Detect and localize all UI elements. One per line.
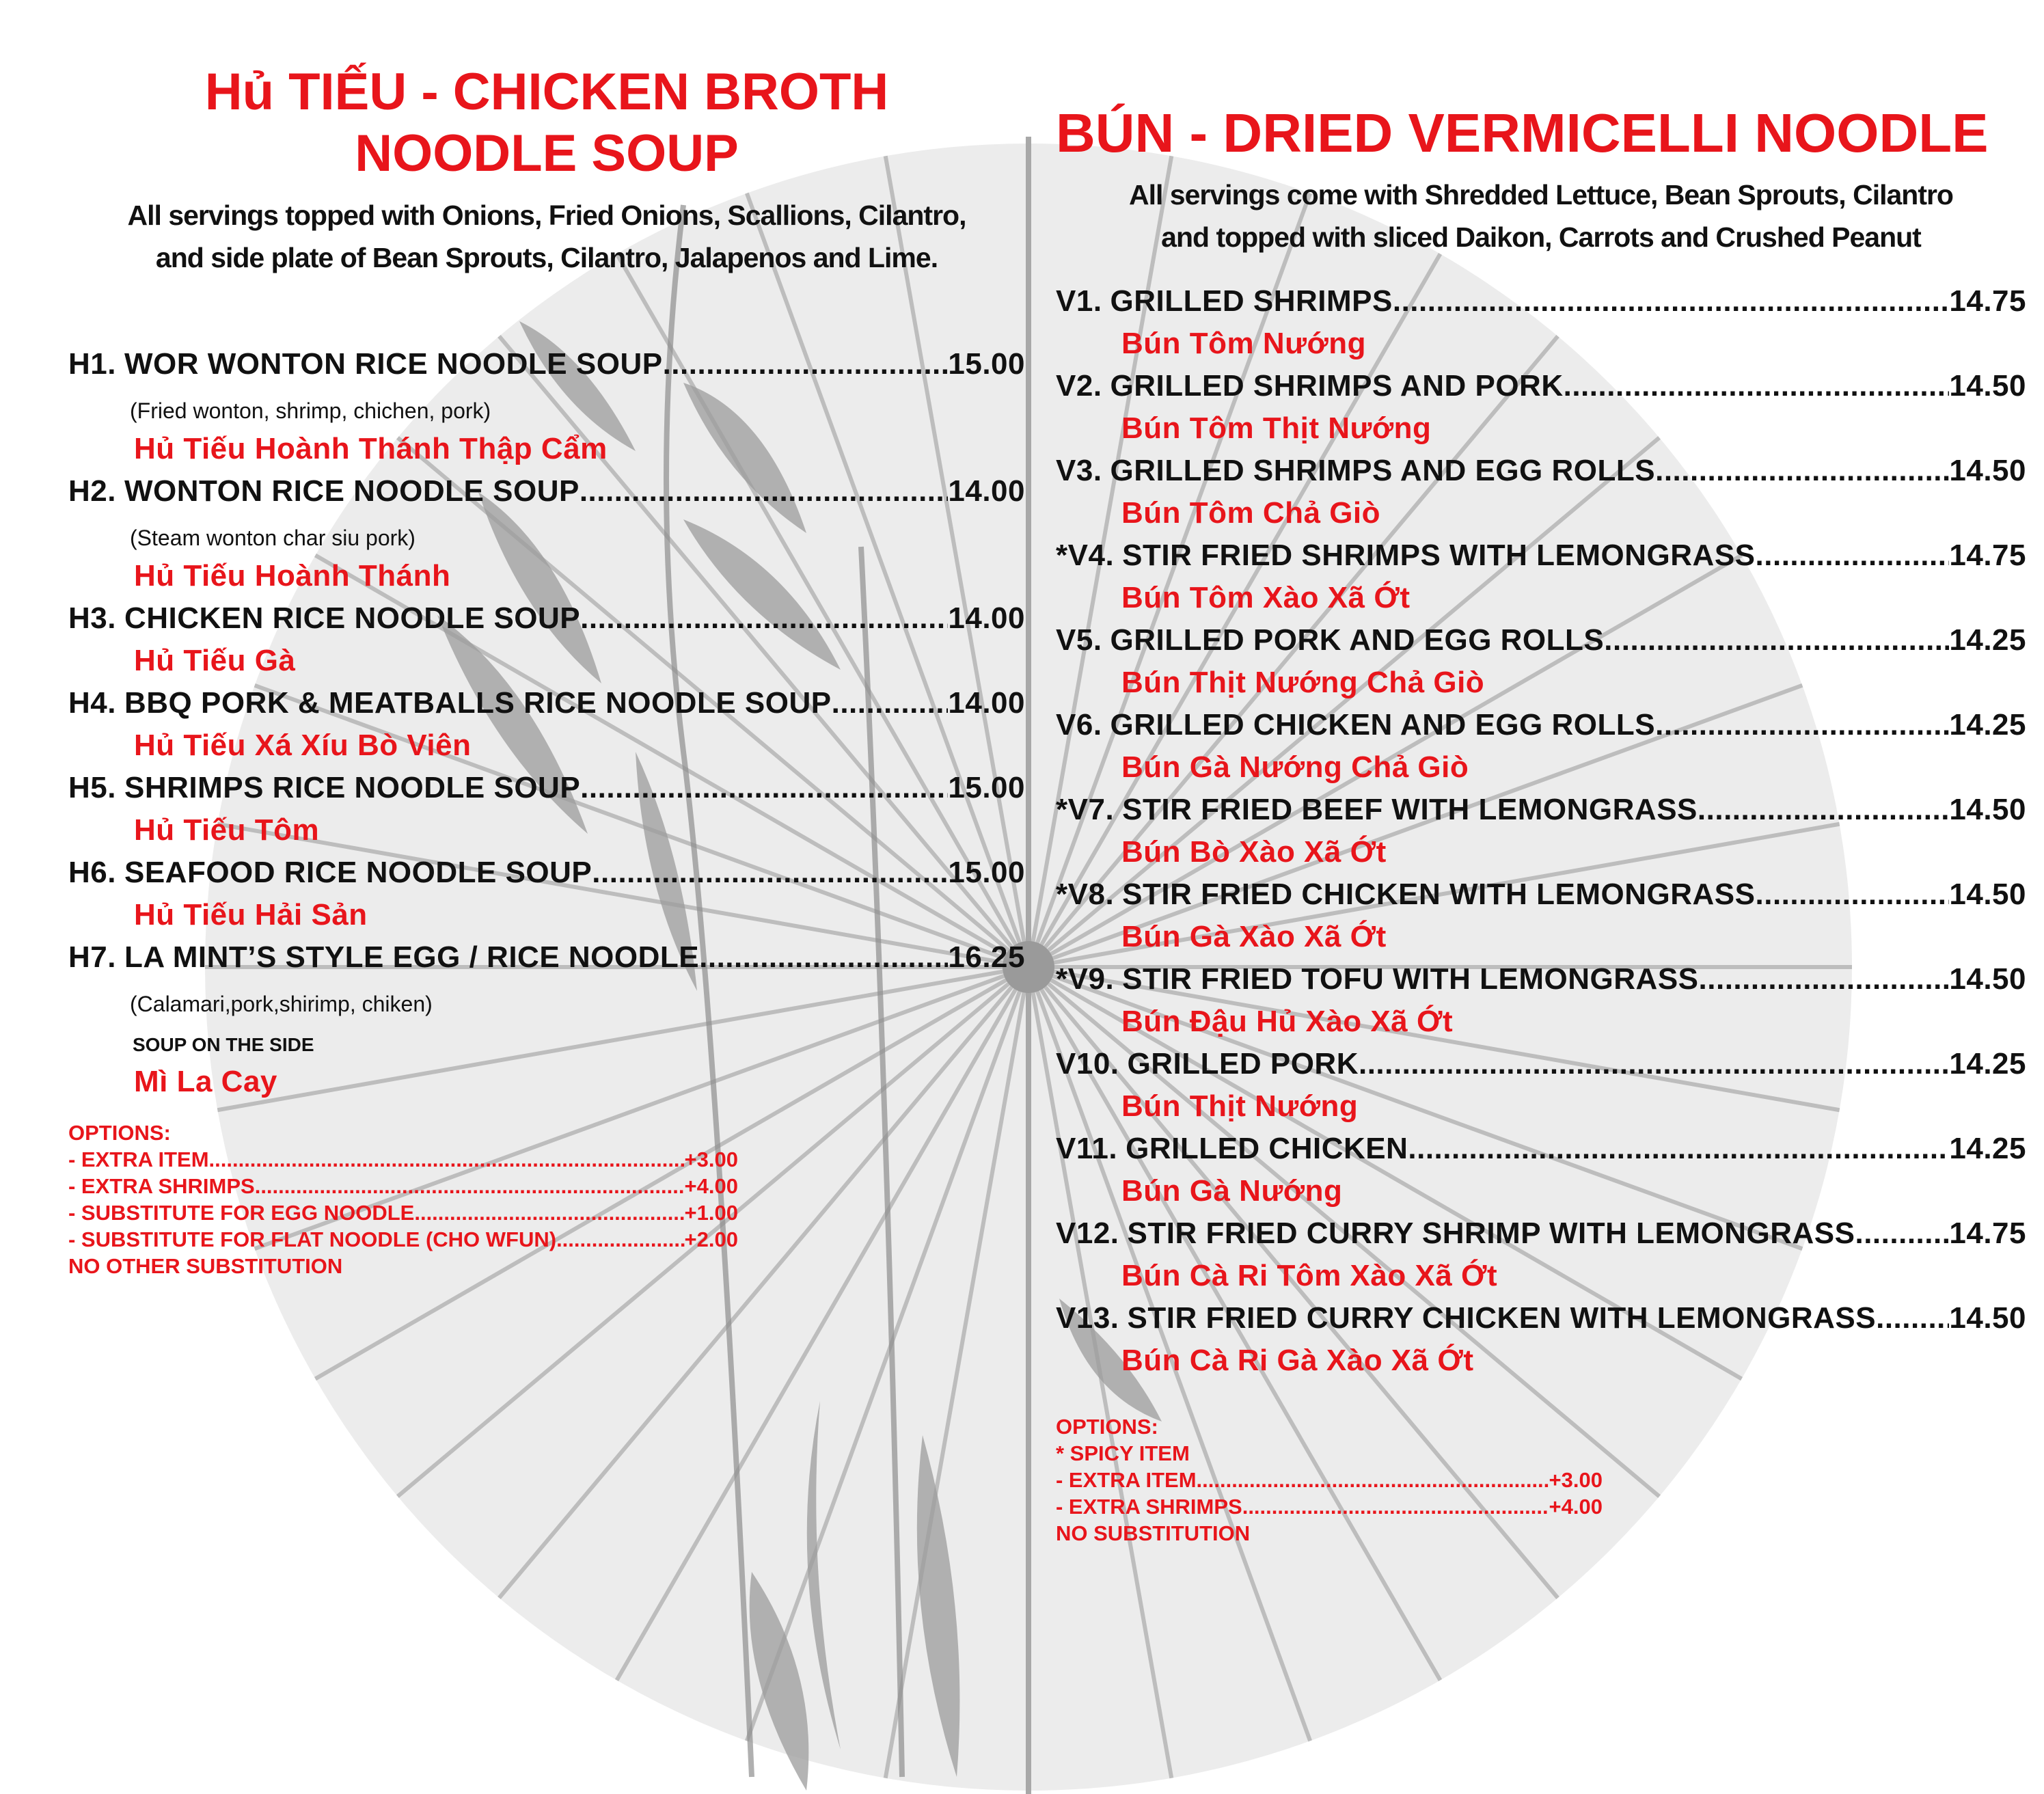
dot-leader (1855, 1217, 1949, 1251)
menu-item-vietnamese-name: Bún Tôm Chả Giò (1121, 496, 1381, 530)
menu-item-price: 14.50 (1949, 793, 2026, 826)
hu-tieu-title-line1: Hủ TIẾU - CHICKEN BROTH (204, 63, 889, 121)
menu-item-price: 14.50 (1949, 878, 2026, 911)
menu-item-line (1056, 454, 2026, 496)
menu-item-price: 14.25 (1949, 1132, 2026, 1165)
menu-item-number: V6. (1056, 708, 1102, 742)
menu-item-name: LA MINT’S STYLE EGG / RICE NOODLE (124, 940, 700, 974)
bun-options-spicy-note: * SPICY ITEM (1056, 1441, 1190, 1465)
bun-item-list (1056, 284, 2026, 1386)
hu-tieu-options (68, 1119, 738, 1279)
option-price: +4.00 (1549, 1495, 1603, 1519)
menu-item-description: (Steam wonton char siu pork) (130, 526, 415, 550)
menu-item-price: 14.50 (1949, 369, 2026, 403)
menu-item-number: *V9. (1056, 962, 1115, 996)
menu-item-line (1056, 1217, 2026, 1259)
menu-item-vietnamese-name: Bún Bò Xào Xã Ớt (1121, 835, 1387, 869)
menu-item-vietnamese-name: Hủ Tiếu Hải Sản (134, 898, 368, 932)
hu-tieu-options-footer: NO OTHER SUBSTITUTION (68, 1254, 343, 1278)
menu-item-name: STIR FRIED BEEF WITH LEMONGRASS (1122, 793, 1698, 826)
menu-item-vietnamese-name: Bún Gà Xào Xã Ớt (1121, 920, 1387, 953)
option-price: +1.00 (684, 1201, 738, 1225)
menu-item-number: V3. (1056, 454, 1102, 487)
dot-leader (1393, 284, 1950, 318)
hu-tieu-options-list (68, 1146, 738, 1253)
menu-item-line (1056, 1132, 2026, 1174)
option-label: - EXTRA ITEM (1056, 1468, 1197, 1492)
menu-item-vietnamese-name: Hủ Tiếu Xá Xíu Bò Viên (134, 729, 472, 762)
menu-item-price: 14.75 (1949, 1217, 2026, 1250)
menu-item-name: STIR FRIED TOFU WITH LEMONGRASS (1122, 962, 1699, 996)
menu-item-name: GRILLED SHRIMPS AND EGG ROLLS (1110, 454, 1656, 487)
menu-item-price: 14.50 (1949, 962, 2026, 996)
menu-item-price: 14.50 (1949, 454, 2026, 487)
option-label: - SUBSTITUTE FOR FLAT NOODLE (CHO WFUN) (68, 1227, 557, 1251)
menu-item-price: 14.25 (1949, 1047, 2026, 1081)
bun-section (1056, 103, 2026, 1547)
bun-options-footer: NO SUBSTITUTION (1056, 1521, 1251, 1545)
menu-item-number: *V8. (1056, 878, 1115, 911)
menu-item-line (68, 686, 1025, 729)
dot-leader (1876, 1301, 1949, 1335)
dot-leader (209, 1146, 685, 1173)
option-line (68, 1173, 738, 1199)
menu-item-description: (Calamari,pork,shirimp, chiken) (130, 992, 433, 1016)
menu-item-number: V2. (1056, 369, 1102, 403)
menu-item-line (1056, 284, 2026, 327)
menu-item-name: WONTON RICE NOODLE SOUP (124, 474, 580, 508)
menu-item-note: SOUP ON THE SIDE (133, 1034, 314, 1055)
menu-item-vietnamese-name: Bún Tôm Nướng (1121, 327, 1367, 360)
option-label: - EXTRA SHRIMPS (68, 1174, 255, 1198)
dot-leader (580, 771, 948, 805)
menu-item-price: 14.75 (1949, 539, 2026, 572)
menu-item-number: *V7. (1056, 793, 1115, 826)
menu-item-line (68, 474, 1025, 517)
menu-item-line (1056, 878, 2026, 920)
menu-item-description: (Fried wonton, shrimp, chichen, pork) (130, 398, 491, 423)
option-label: - EXTRA ITEM (68, 1147, 209, 1171)
dot-leader (832, 686, 949, 720)
menu-item-name: SEAFOOD RICE NOODLE SOUP (124, 856, 592, 889)
dot-leader (1756, 878, 1950, 912)
dot-leader (1197, 1467, 1549, 1493)
dot-leader (580, 601, 948, 636)
bun-options-list (1056, 1467, 1603, 1520)
option-line (1056, 1467, 1603, 1493)
menu-item-name: GRILLED SHRIMPS (1110, 284, 1393, 318)
menu-item-name: STIR FRIED SHRIMPS WITH LEMONGRASS (1122, 539, 1756, 572)
menu-item-number: V12. (1056, 1217, 1119, 1250)
dot-leader (1564, 369, 1950, 403)
option-line (68, 1226, 738, 1253)
option-line (68, 1146, 738, 1173)
hu-tieu-options-title: OPTIONS: (68, 1121, 171, 1145)
menu-item-price: 14.75 (1949, 284, 2026, 318)
menu-item-line (68, 856, 1025, 898)
menu-item-vietnamese-name: Bún Gà Nướng (1121, 1174, 1343, 1208)
menu-item-line (68, 771, 1025, 813)
dot-leader (255, 1173, 685, 1199)
dot-leader (663, 347, 949, 381)
menu-item-number: H4. (68, 686, 116, 720)
option-price: +3.00 (684, 1147, 738, 1171)
menu-item-vietnamese-name: Bún Tôm Xào Xã Ớt (1121, 581, 1411, 614)
menu-item-name: BBQ PORK & MEATBALLS RICE NOODLE SOUP (124, 686, 832, 720)
dot-leader (1242, 1493, 1549, 1520)
dot-leader (1359, 1047, 1949, 1081)
menu-item-line (1056, 1047, 2026, 1089)
menu-item-name: GRILLED SHRIMPS AND PORK (1110, 369, 1564, 403)
menu-item-line (1056, 539, 2026, 581)
dot-leader (1699, 962, 1950, 996)
menu-item-number: H2. (68, 474, 116, 508)
option-price: +3.00 (1549, 1468, 1603, 1492)
dot-leader (1698, 793, 1949, 827)
menu-item-number: H7. (68, 940, 116, 974)
menu-item-name: SHRIMPS RICE NOODLE SOUP (124, 771, 581, 804)
option-line (68, 1199, 738, 1226)
menu-item-vietnamese-name: Bún Cà Ri Gà Xào Xã Ớt (1121, 1344, 1474, 1377)
hu-tieu-section (68, 62, 1025, 1279)
menu-item-price: 16.25 (948, 940, 1025, 974)
menu-item-number: V5. (1056, 623, 1102, 657)
menu-item-vietnamese-name: Hủ Tiếu Hoành Thánh (134, 559, 451, 593)
menu-item-price: 14.00 (948, 601, 1025, 635)
menu-item-name: WOR WONTON RICE NOODLE SOUP (124, 347, 663, 381)
menu-item-vietnamese-name: Bún Gà Nướng Chả Giò (1121, 750, 1469, 784)
menu-item-vietnamese-name: Hủ Tiếu Tôm (134, 813, 320, 847)
menu-item-vietnamese-name: Hủ Tiếu Hoành Thánh Thập Cẩm (134, 432, 608, 465)
dot-leader (556, 1226, 684, 1253)
menu-item-price: 15.00 (948, 347, 1025, 381)
menu-item-number: V1. (1056, 284, 1102, 318)
menu-item-name: STIR FRIED CHICKEN WITH LEMONGRASS (1122, 878, 1756, 911)
menu-item-line (68, 601, 1025, 644)
bun-options (1056, 1413, 1603, 1547)
menu-item-vietnamese-name: Bún Đậu Hủ Xào Xã Ớt (1121, 1005, 1454, 1038)
menu-item-price: 15.00 (948, 856, 1025, 889)
menu-item-price: 14.25 (1949, 708, 2026, 742)
menu-item-number: H1. (68, 347, 116, 381)
option-price: +2.00 (684, 1227, 738, 1251)
menu-item-name: STIR FRIED CURRY CHICKEN WITH LEMONGRASS (1127, 1301, 1877, 1335)
option-label: - EXTRA SHRIMPS (1056, 1495, 1242, 1519)
menu-item-price: 14.00 (948, 474, 1025, 508)
menu-item-number: H6. (68, 856, 116, 889)
bun-title: BÚN - DRIED VERMICELLI NOODLE (1056, 103, 1989, 163)
menu-item-price: 15.00 (948, 771, 1025, 804)
dot-leader (699, 940, 948, 975)
hu-tieu-intro-line1: All servings topped with Onions, Fried Onions, Scallions, Cilantro, (127, 200, 966, 231)
option-price: +4.00 (684, 1174, 738, 1198)
menu-item-name: CHICKEN RICE NOODLE SOUP (124, 601, 581, 635)
option-line (1056, 1493, 1603, 1520)
option-label: - SUBSTITUTE FOR EGG NOODLE (68, 1201, 415, 1225)
menu-item-line (68, 347, 1025, 390)
menu-item-line (1056, 962, 2026, 1005)
menu-item-name: GRILLED PORK AND EGG ROLLS (1110, 623, 1605, 657)
menu-item-vietnamese-name: Bún Thịt Nướng (1121, 1089, 1359, 1123)
dot-leader (1408, 1132, 1949, 1166)
menu-item-name: GRILLED CHICKEN AND EGG ROLLS (1110, 708, 1656, 742)
menu-item-vietnamese-name: Hủ Tiếu Gà (134, 644, 296, 677)
dot-leader (592, 856, 948, 890)
menu-item-number: V10. (1056, 1047, 1119, 1081)
menu-item-line (1056, 793, 2026, 835)
bun-options-title: OPTIONS: (1056, 1415, 1158, 1439)
menu-item-vietnamese-name: Bún Thịt Nướng Chả Giò (1121, 666, 1485, 699)
menu-item-line (1056, 369, 2026, 411)
menu-item-number: V13. (1056, 1301, 1119, 1335)
menu-item-vietnamese-name: Bún Cà Ri Tôm Xào Xã Ớt (1121, 1259, 1498, 1292)
dot-leader (1604, 623, 1949, 657)
dot-leader (1655, 708, 1949, 742)
menu-item-name: GRILLED PORK (1127, 1047, 1359, 1081)
hu-tieu-title (68, 62, 1025, 185)
menu-item-line (1056, 1301, 2026, 1344)
dot-leader (1756, 539, 1950, 573)
menu-item-number: H5. (68, 771, 116, 804)
menu-item-line (1056, 708, 2026, 750)
menu-item-line (1056, 623, 2026, 666)
menu-item-number: V11. (1056, 1132, 1118, 1165)
dot-leader (580, 474, 949, 508)
bun-intro-line2: and topped with sliced Daikon, Carrots and Crushed Peanut (1161, 221, 1921, 253)
menu-item-number: H3. (68, 601, 116, 635)
menu-item-price: 14.50 (1949, 1301, 2026, 1335)
menu-item-vietnamese-name: Bún Tôm Thịt Nướng (1121, 411, 1432, 445)
dot-leader (414, 1199, 684, 1226)
hu-tieu-title-line2: NOODLE SOUP (355, 124, 739, 182)
bun-intro-line1: All servings come with Shredded Lettuce, Bean Sprouts, Cilantro (1129, 179, 1953, 210)
hu-tieu-item-list (68, 347, 1025, 1107)
menu-item-price: 14.25 (1949, 623, 2026, 657)
dot-leader (1655, 454, 1949, 488)
menu-item-vietnamese-name: Mì La Cay (134, 1065, 277, 1098)
menu-item-number: *V4. (1056, 539, 1115, 572)
menu-item-line (68, 940, 1025, 983)
menu-item-name: GRILLED CHICKEN (1126, 1132, 1408, 1165)
menu-item-name: STIR FRIED CURRY SHRIMP WITH LEMONGRASS (1127, 1217, 1855, 1250)
hu-tieu-intro-line2: and side plate of Bean Sprouts, Cilantro, Jalapenos and Lime. (155, 242, 938, 273)
menu-item-price: 14.00 (948, 686, 1025, 720)
